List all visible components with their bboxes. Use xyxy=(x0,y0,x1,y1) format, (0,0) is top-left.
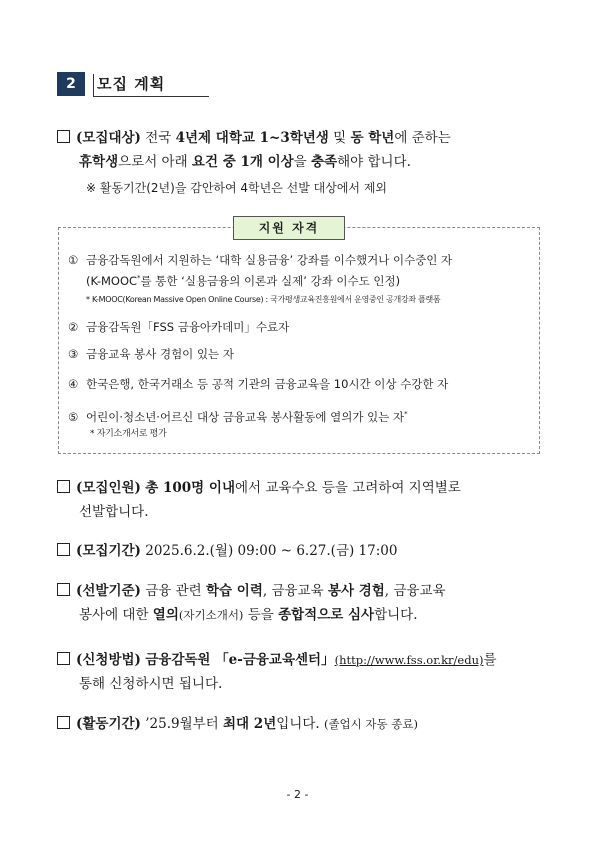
text: 금융감독원 xyxy=(145,652,216,668)
page-number: - 2 - xyxy=(286,788,309,801)
text: 전국 xyxy=(145,130,176,146)
text: 입니다. xyxy=(276,716,324,732)
text: , 금융교육 xyxy=(262,583,328,599)
text: 열의 xyxy=(152,607,179,623)
text: 를 xyxy=(483,652,497,668)
item-text: 어린이·청소년·어르신 대상 금융교육 봉사활동에 열의가 있는 자 xyxy=(86,409,405,424)
text: 「e-금융교육센터」 xyxy=(215,652,335,668)
recruit-count-item xyxy=(57,476,537,524)
text: 해야 합니다. xyxy=(337,154,411,170)
checkbox-icon xyxy=(57,716,70,729)
qualification-item xyxy=(68,318,536,336)
text: 선발합니다. xyxy=(79,504,149,520)
text: 학습 이력 xyxy=(206,583,263,599)
target-note: ※ 활동기간(2년)을 감안하여 4학년은 선발 대상에서 제외 xyxy=(86,181,388,195)
text: 봉사 경험 xyxy=(327,583,385,599)
qualifications-label: 지원 자격 xyxy=(233,216,345,240)
footnote-self-intro: * 자기소개서로 평가 xyxy=(90,429,167,439)
criteria-item xyxy=(57,579,537,627)
section-divider xyxy=(93,74,94,96)
text: 2025.6.2.(월) 09:00 ~ 6.27.(금) 17:00 xyxy=(145,543,398,559)
text: 에 준하는 xyxy=(394,130,451,146)
item-number: ④ xyxy=(68,377,79,391)
text: 으로서 아래 xyxy=(118,154,192,170)
text: 및 xyxy=(328,130,351,146)
checkbox-icon xyxy=(57,480,70,493)
fss-edu-link[interactable]: (http://www.fss.or.kr/edu) xyxy=(334,653,484,667)
section-title: 모집 계획 xyxy=(97,75,166,93)
qualification-item xyxy=(68,345,536,363)
item-label: (선발기준) xyxy=(76,583,141,599)
recruit-period-item xyxy=(57,539,537,563)
apply-item xyxy=(57,648,537,696)
text: 합니다. xyxy=(374,607,418,623)
text: 봉사에 대한 xyxy=(79,607,153,623)
activity-item xyxy=(57,712,537,736)
text: (졸업시 자동 종료) xyxy=(323,717,418,731)
text: 4년제 대학교 1~3학년생 xyxy=(175,130,329,146)
checkbox-icon xyxy=(57,130,70,143)
section-underline xyxy=(93,96,209,97)
item-label: (모집기간) xyxy=(76,543,141,559)
qualification-item xyxy=(68,375,536,393)
footnote-mark: * xyxy=(404,410,408,418)
text: , 금융교육 xyxy=(384,583,446,599)
item-label: (활동기간) xyxy=(76,716,141,732)
item-label: (신청방법) xyxy=(76,652,141,668)
footnote-kmooc: * K-MOOC(Korean Massive Open Online Course) : 국가평생교육진흥원에서 운영중인 공개강좌 플랫폼 xyxy=(86,295,441,304)
item-label: (모집대상) xyxy=(76,130,141,146)
checkbox-icon xyxy=(57,543,70,556)
item-label: (모집인원) xyxy=(76,480,141,496)
qualification-item xyxy=(68,251,536,290)
text: 충족 xyxy=(311,154,338,170)
section-number: 2 xyxy=(57,72,85,96)
item-text: (K-MOOC xyxy=(86,273,138,288)
text: 총 100명 이내 xyxy=(145,480,235,496)
item-number: ① xyxy=(68,253,79,267)
text: 금융 관련 xyxy=(145,583,206,599)
text: 등을 xyxy=(243,607,279,623)
checkbox-icon xyxy=(57,652,70,665)
footnote-mark: * xyxy=(137,274,141,282)
item-number: ② xyxy=(68,320,79,334)
text: 을 xyxy=(293,154,312,170)
text: 휴학생 xyxy=(79,154,119,170)
item-text: 금융교육 봉사 경험이 있는 자 xyxy=(86,347,234,361)
item-text: 한국은행, 한국거래소 등 공적 기관의 금융교육을 10시간 이상 수강한 자 xyxy=(86,377,449,391)
text: (자기소개서) xyxy=(178,608,244,622)
item-text: 를 통한 ‘실용금융의 이론과 실제’ 강좌 이수도 인정) xyxy=(140,273,401,288)
text: 동 학년 xyxy=(350,130,395,146)
text: 종합적으로 심사 xyxy=(278,607,375,623)
text: 통해 신청하시면 됩니다. xyxy=(79,676,223,692)
checkbox-icon xyxy=(57,583,70,596)
item-number: ⑤ xyxy=(68,409,79,424)
item-number: ③ xyxy=(68,347,79,361)
item-text: 금융감독원「FSS 금융아카데미」수료자 xyxy=(86,320,290,334)
section-header xyxy=(57,72,207,98)
text: 최대 2년 xyxy=(223,716,277,732)
qualification-item xyxy=(68,405,536,426)
text: 에서 교육수요 등을 고려하여 지역별로 xyxy=(235,480,461,496)
text: 요건 중 1개 이상 xyxy=(191,154,294,170)
target-item xyxy=(57,126,537,174)
text: ’25.9월부터 xyxy=(145,716,224,732)
item-text: 금융감독원에서 지원하는 ‘대학 실용금융’ 강좌를 이수했거나 이수중인 자 xyxy=(86,253,453,267)
